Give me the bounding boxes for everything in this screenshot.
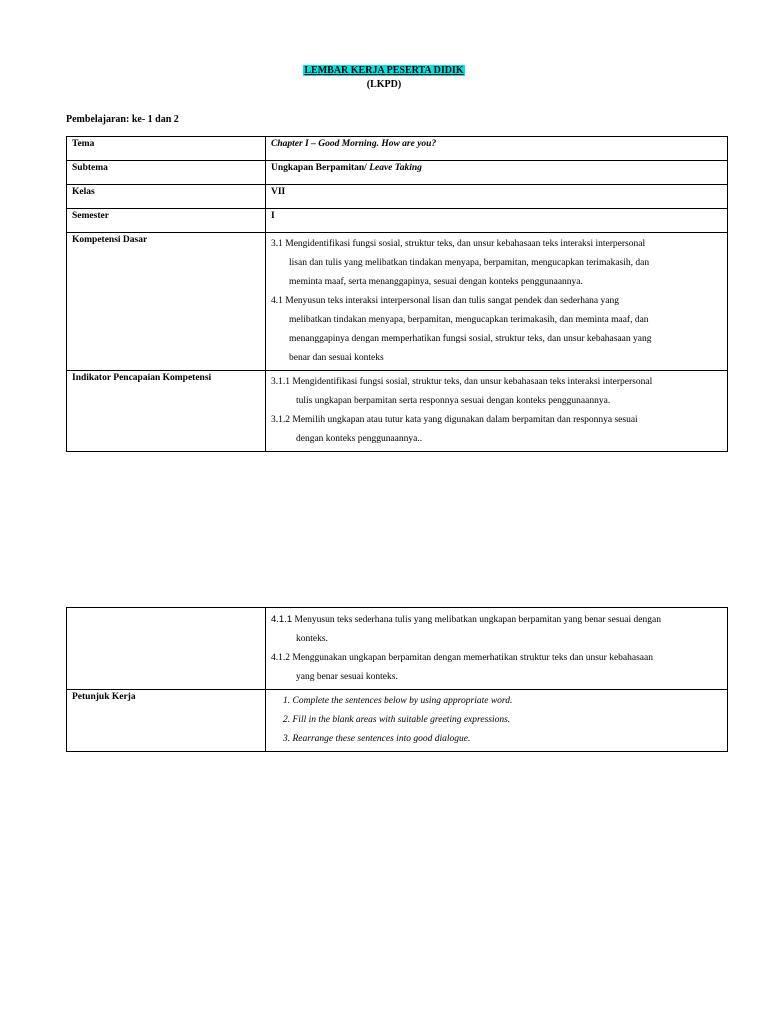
info-table-continued bbox=[66, 607, 728, 752]
value-kompetensi-dasar: 3.1 Mengidentifikasi fungsi sosial, struktur teks, dan unsur kebahasaan teks interaksi interpersonal lisan dan tulis yang melibatkan tindakan menyapa, berpamitan, mengucapkan terimakasih, dan meminta maaf, serta menanggapinya, sesuai dengan konteks penggunaannya. 4.1 Menyusun teks interaksi interpersonal lisan dan tulis sangat pendek dan sederhana yang melibatkan tindakan menyapa, berpamitan, mengucapkan terimakasih, dan meminta maaf, dan menanggapinya dengan memperhatikan fungsi sosial, struktur teks, dan unsur kebahasaan yang benar dan sesuai konteks bbox=[266, 233, 728, 371]
row-indikator-cont bbox=[67, 608, 728, 690]
row-subtema bbox=[67, 161, 728, 185]
info-table bbox=[66, 136, 728, 452]
row-petunjuk-kerja bbox=[67, 690, 728, 752]
step-item: 1. Complete the sentences below by using appropriate word. bbox=[283, 696, 513, 706]
label-petunjuk-kerja: Petunjuk Kerja bbox=[67, 690, 266, 752]
label-kelas: Kelas bbox=[67, 185, 266, 209]
label-kompetensi-dasar: Kompetensi Dasar bbox=[67, 233, 266, 371]
page-subtitle: (LKPD) bbox=[366, 79, 402, 90]
value-indikator-cont: 4.1.1 Menyusun teks sederhana tulis yang melibatkan ungkapan berpamitan yang benar sesuai dengan konteks. 4.1.2 Menggunakan ungkapan berpamitan dengan memerhatikan struktur teks dan unsur kebahasaan yang benar sesuai konteks. bbox=[266, 608, 728, 690]
label-empty bbox=[67, 608, 266, 690]
page-title: LEMBAR KERJA PESERTA DIDIK bbox=[304, 65, 464, 76]
row-tema bbox=[67, 137, 728, 161]
label-tema: Tema bbox=[67, 137, 266, 161]
value-indikator: 3.1.1 Mengidentifikasi fungsi sosial, struktur teks, dan unsur kebahasaan teks interaksi interpersonal tulis ungkapan berpamitan serta responnya sesuai dengan konteks penggunaannya. 3.1.2 Memilih ungkapan atau tutur kata yang digunakan dalam berpamitan dan responnya sesuai dengan konteks penggunaannya.. bbox=[266, 371, 728, 452]
label-semester: Semester bbox=[67, 209, 266, 233]
row-kompetensi-dasar bbox=[67, 233, 728, 371]
value-petunjuk-kerja bbox=[266, 690, 728, 752]
value-kelas: VII bbox=[266, 185, 728, 209]
value-tema: Chapter I – Good Morning. How are you? bbox=[266, 137, 728, 161]
label-subtema: Subtema bbox=[67, 161, 266, 185]
value-semester: I bbox=[266, 209, 728, 233]
step-item: 2. Fill in the blank areas with suitable greeting expressions. bbox=[283, 715, 511, 725]
step-item: 3. Rearrange these sentences into good dialogue. bbox=[283, 734, 471, 744]
meeting-label: Pembelajaran: ke- 1 dan 2 bbox=[66, 114, 179, 125]
row-indikator bbox=[67, 371, 728, 452]
value-subtema: Ungkapan Berpamitan/ Leave Taking bbox=[266, 161, 728, 185]
row-semester bbox=[67, 209, 728, 233]
row-kelas bbox=[67, 185, 728, 209]
label-indikator: Indikator Pencapaian Kompetensi bbox=[67, 371, 266, 452]
